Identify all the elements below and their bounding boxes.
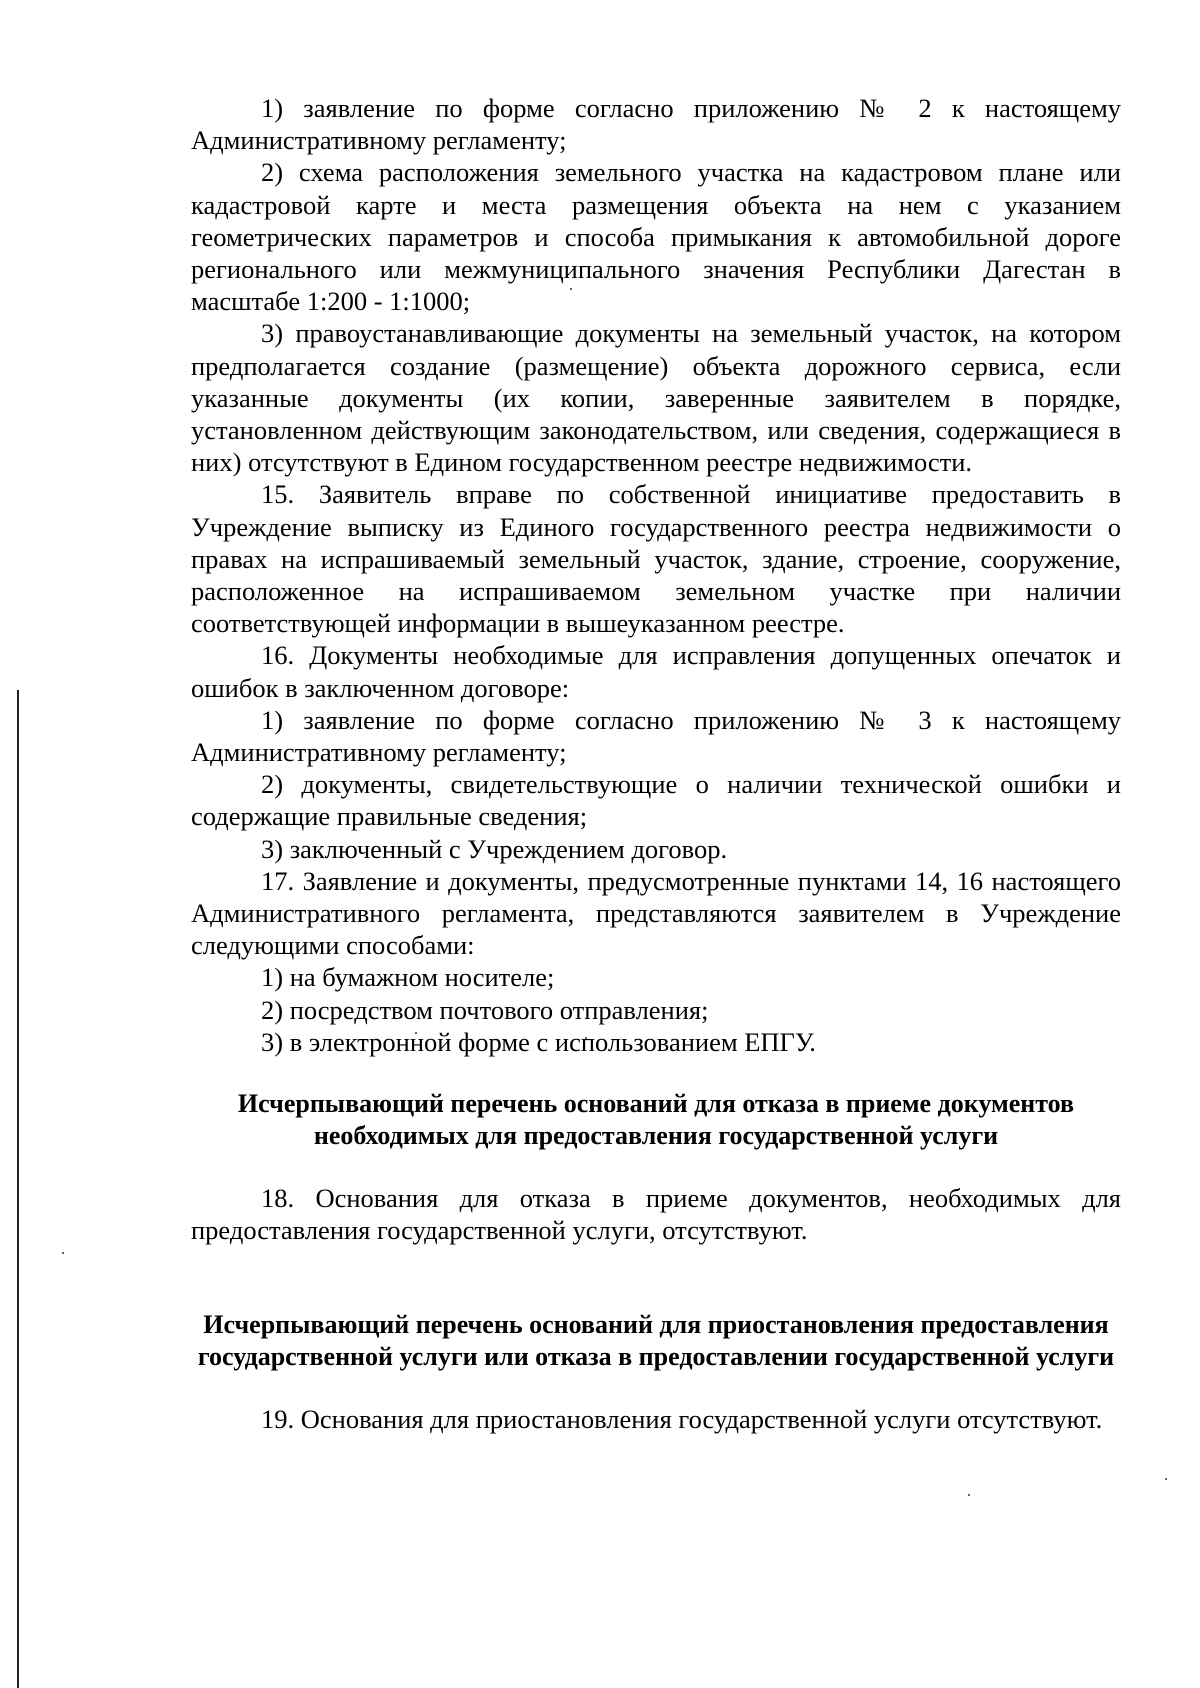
- spacer: [191, 1247, 1121, 1309]
- paragraph-16-item-1: 1) заявление по форме согласно приложению № 3 к настоящему Административному регламенту;: [191, 704, 1121, 768]
- spacer: [191, 1152, 1121, 1182]
- paragraph-17-item-2: 2) посредством почтового отправления;: [261, 994, 709, 1025]
- paragraph-16-item-2: 2) документы, свидетельствующие о наличии технической ошибки и содержащие правильные сведения;: [191, 769, 1121, 832]
- spacer: [191, 1373, 1121, 1403]
- paragraph-17-item-3: 3) в электронной форме с использованием ЕПГУ.: [261, 1026, 816, 1057]
- scan-margin-line: [17, 690, 19, 1688]
- scan-speck: [62, 1252, 64, 1254]
- section-heading-suspension: Исчерпывающий перечень оснований для приостановления предоставления государственной услуги или отказа в предоставлении государственной услуги: [197, 1309, 1115, 1371]
- paragraph-17-item-1: 1) на бумажном носителе;: [261, 962, 555, 993]
- paragraph-item-2: 2) схема расположения земельного участка на кадастровом плане или кадастровой карте и места размещения объекта на нем с указанием геометрических параметров и способа примыкания к автомобильной дороге регионального или межмуниципального значения Республики Дагестан в масштабе 1:200 - 1:1000;: [191, 157, 1121, 317]
- paragraph-15: 15. Заявитель вправе по собственной инициативе предоставить в Учреждение выписку из Единого государственного реестра недвижимости о правах на испрашиваемый земельный участок, здание, строение, сооружение, расположенное на испрашиваемом земельном участке при наличии соответствующей информации в вышеуказанном реестре.: [191, 479, 1121, 639]
- paragraph-item-3: 3) правоустанавливающие документы на земельный участок, на котором предполагается создание (размещение) объекта дорожного сервиса, если указанные документы (их копии, заверенные заявителем в порядке, установленном действующим законодательством, или сведения, содержащиеся в них) отсутствуют в Едином государственном реестре недвижимости.: [191, 318, 1121, 478]
- paragraph-17: 17. Заявление и документы, предусмотренные пунктами 14, 16 настоящего Административного регламента, представляются заявителем в Учреждение следующими способами:: [191, 865, 1121, 961]
- paragraph-16: 16. Документы необходимые для исправления допущенных опечаток и ошибок в заключенном договоре:: [191, 640, 1121, 703]
- scan-speck: [1165, 1478, 1167, 1480]
- spacer: [191, 1058, 1121, 1088]
- scan-speck: [968, 1494, 970, 1496]
- section-heading-refusal: Исчерпывающий перечень оснований для отказа в приеме документов необходимых для предоставления государственной услуги: [237, 1089, 1075, 1151]
- paragraph-18: 18. Основания для отказа в приеме документов, необходимых для предоставления государственной услуги, отсутствуют.: [191, 1183, 1121, 1246]
- paragraph-item-1: 1) заявление по форме согласно приложению № 2 к настоящему Административному регламенту;: [191, 93, 1121, 156]
- document-body: [191, 92, 1121, 1435]
- paragraph-16-item-3: 3) заключенный с Учреждением договор.: [261, 833, 728, 864]
- paragraph-19: 19. Основания для приостановления государственной услуги отсутствуют.: [261, 1403, 1103, 1434]
